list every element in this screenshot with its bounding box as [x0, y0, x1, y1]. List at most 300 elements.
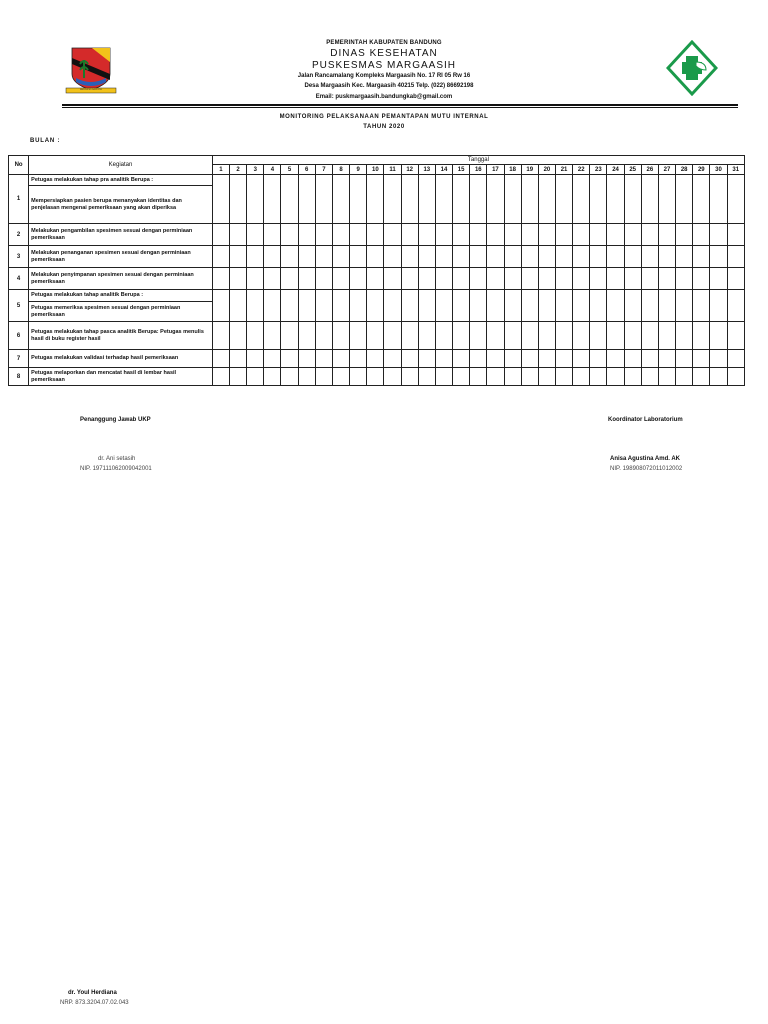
activity-text: Petugas melakukan tahap pra analitik Berupa :	[29, 175, 213, 186]
day-cell[interactable]	[230, 268, 247, 290]
day-cell[interactable]	[350, 368, 367, 386]
activity-text: Mempersiapkan pasien berupa menanyakan identitas dan penjelasan mengenai pemeriksaan yang akan diperiksa	[29, 186, 213, 224]
day-cell[interactable]	[676, 175, 693, 224]
day-cell[interactable]	[607, 290, 624, 322]
day-header: 19	[521, 165, 538, 175]
day-cell[interactable]	[658, 175, 675, 224]
day-cell[interactable]	[590, 350, 607, 368]
day-header: 23	[590, 165, 607, 175]
day-cell[interactable]	[676, 350, 693, 368]
left-signature-nip: NIP. 197111062009042001	[80, 466, 152, 472]
day-cell[interactable]	[624, 290, 641, 322]
activity-text: Petugas melakukan tahap analitik Berupa :	[29, 290, 213, 302]
day-cell[interactable]	[504, 322, 521, 350]
day-cell[interactable]	[212, 246, 229, 268]
day-cell[interactable]	[676, 368, 693, 386]
day-cell[interactable]	[384, 224, 401, 246]
day-cell[interactable]	[298, 246, 315, 268]
day-cell[interactable]	[281, 246, 298, 268]
day-cell[interactable]	[212, 268, 229, 290]
day-cell[interactable]	[401, 224, 418, 246]
day-cell[interactable]	[555, 322, 572, 350]
day-cell[interactable]	[624, 322, 641, 350]
table-row	[9, 246, 745, 268]
day-cell[interactable]	[401, 175, 418, 224]
day-cell[interactable]	[230, 224, 247, 246]
day-cell[interactable]	[281, 322, 298, 350]
day-cell[interactable]	[693, 246, 710, 268]
day-cell[interactable]	[367, 350, 384, 368]
day-cell[interactable]	[641, 175, 658, 224]
day-cell[interactable]	[658, 246, 675, 268]
day-cell[interactable]	[367, 224, 384, 246]
day-cell[interactable]	[401, 268, 418, 290]
day-cell[interactable]	[727, 322, 744, 350]
day-cell[interactable]	[453, 350, 470, 368]
day-cell[interactable]	[521, 290, 538, 322]
day-cell[interactable]	[367, 268, 384, 290]
day-cell[interactable]	[607, 350, 624, 368]
day-cell[interactable]	[487, 175, 504, 224]
day-cell[interactable]	[315, 268, 332, 290]
day-cell[interactable]	[384, 268, 401, 290]
day-cell[interactable]	[607, 224, 624, 246]
day-cell[interactable]	[487, 322, 504, 350]
day-cell[interactable]	[212, 224, 229, 246]
day-cell[interactable]	[435, 290, 452, 322]
day-cell[interactable]	[315, 322, 332, 350]
header-tanggal: Tanggal	[212, 156, 744, 165]
day-cell[interactable]	[470, 246, 487, 268]
day-cell[interactable]	[418, 246, 435, 268]
day-cell[interactable]	[624, 246, 641, 268]
day-header: 2	[230, 165, 247, 175]
day-cell[interactable]	[710, 246, 727, 268]
day-cell[interactable]	[298, 268, 315, 290]
day-cell[interactable]	[641, 224, 658, 246]
day-cell[interactable]	[453, 368, 470, 386]
row-number: 3	[9, 246, 29, 268]
activity-text: Melakukan penanganan spesimen sesuai dengan perminiaan pemeriksaan	[29, 246, 213, 268]
day-cell[interactable]	[487, 268, 504, 290]
day-cell[interactable]	[693, 290, 710, 322]
day-cell[interactable]	[230, 322, 247, 350]
right-signature-role: Koordinator Laboratorium	[608, 417, 683, 423]
day-cell[interactable]	[247, 350, 264, 368]
day-cell[interactable]	[453, 224, 470, 246]
day-cell[interactable]	[538, 224, 555, 246]
day-cell[interactable]	[332, 290, 349, 322]
day-cell[interactable]	[315, 175, 332, 224]
document-title: MONITORING PELAKSANAAN PEMANTAPAN MUTU INTERNAL	[279, 114, 489, 120]
day-cell[interactable]	[710, 368, 727, 386]
row-number: 2	[9, 224, 29, 246]
day-header: 24	[607, 165, 624, 175]
day-cell[interactable]	[693, 224, 710, 246]
day-cell[interactable]	[658, 322, 675, 350]
day-cell[interactable]	[332, 268, 349, 290]
day-cell[interactable]	[418, 175, 435, 224]
day-cell[interactable]	[212, 322, 229, 350]
day-cell[interactable]	[624, 175, 641, 224]
day-cell[interactable]	[212, 290, 229, 322]
day-header: 20	[538, 165, 555, 175]
day-cell[interactable]	[676, 246, 693, 268]
day-cell[interactable]	[453, 322, 470, 350]
day-cell[interactable]	[212, 175, 229, 224]
day-cell[interactable]	[710, 322, 727, 350]
day-cell[interactable]	[350, 322, 367, 350]
day-cell[interactable]	[607, 268, 624, 290]
day-cell[interactable]	[607, 246, 624, 268]
day-header: 18	[504, 165, 521, 175]
day-cell[interactable]	[555, 290, 572, 322]
day-cell[interactable]	[693, 175, 710, 224]
row-number: 6	[9, 322, 29, 350]
day-cell[interactable]	[281, 268, 298, 290]
day-cell[interactable]	[624, 350, 641, 368]
day-cell[interactable]	[332, 350, 349, 368]
day-cell[interactable]	[247, 368, 264, 386]
day-cell[interactable]	[693, 322, 710, 350]
day-cell[interactable]	[710, 350, 727, 368]
day-cell[interactable]	[555, 175, 572, 224]
day-cell[interactable]	[521, 268, 538, 290]
day-header: 11	[384, 165, 401, 175]
day-cell[interactable]	[676, 268, 693, 290]
day-cell[interactable]	[350, 350, 367, 368]
header-rule-thin	[62, 107, 738, 108]
day-cell[interactable]	[247, 268, 264, 290]
day-cell[interactable]	[693, 268, 710, 290]
day-cell[interactable]	[230, 175, 247, 224]
header-kegiatan: Kegiatan	[29, 156, 213, 175]
agency-name: DINAS KESEHATAN	[330, 48, 438, 59]
day-cell[interactable]	[487, 290, 504, 322]
day-cell[interactable]	[418, 224, 435, 246]
day-cell[interactable]	[470, 268, 487, 290]
day-cell[interactable]	[470, 224, 487, 246]
day-header: 1	[212, 165, 229, 175]
day-cell[interactable]	[332, 175, 349, 224]
day-cell[interactable]	[298, 350, 315, 368]
day-cell[interactable]	[573, 322, 590, 350]
day-cell[interactable]	[607, 368, 624, 386]
day-cell[interactable]	[573, 350, 590, 368]
day-cell[interactable]	[555, 268, 572, 290]
day-cell[interactable]	[367, 175, 384, 224]
day-cell[interactable]	[727, 368, 744, 386]
day-header: 7	[315, 165, 332, 175]
day-cell[interactable]	[418, 268, 435, 290]
day-cell[interactable]	[538, 175, 555, 224]
bottom-signature-nrp: NRP. 873.3204.07.02.043	[60, 1000, 129, 1006]
day-cell[interactable]	[590, 175, 607, 224]
day-cell[interactable]	[710, 290, 727, 322]
day-cell[interactable]	[727, 290, 744, 322]
header-no: No	[9, 156, 29, 175]
day-cell[interactable]	[504, 175, 521, 224]
day-cell[interactable]	[573, 268, 590, 290]
day-cell[interactable]	[658, 350, 675, 368]
activity-text: Melakukan penyimpanan spesimen sesuai dengan perminiaan pemeriksaan	[29, 268, 213, 290]
day-cell[interactable]	[367, 246, 384, 268]
day-cell[interactable]	[230, 368, 247, 386]
day-cell[interactable]	[538, 322, 555, 350]
day-cell[interactable]	[332, 224, 349, 246]
day-cell[interactable]	[487, 246, 504, 268]
day-cell[interactable]	[264, 290, 281, 322]
day-cell[interactable]	[315, 246, 332, 268]
day-cell[interactable]	[470, 322, 487, 350]
day-cell[interactable]	[555, 368, 572, 386]
left-signature-role: Penanggung Jawab UKP	[80, 417, 151, 423]
day-cell[interactable]	[727, 175, 744, 224]
day-cell[interactable]	[521, 322, 538, 350]
day-cell[interactable]	[521, 224, 538, 246]
day-cell[interactable]	[401, 246, 418, 268]
day-cell[interactable]	[384, 350, 401, 368]
day-cell[interactable]	[281, 350, 298, 368]
day-cell[interactable]	[247, 322, 264, 350]
day-cell[interactable]	[641, 290, 658, 322]
day-cell[interactable]	[676, 322, 693, 350]
day-header: 12	[401, 165, 418, 175]
day-cell[interactable]	[384, 175, 401, 224]
day-cell[interactable]	[658, 368, 675, 386]
day-header: 22	[573, 165, 590, 175]
day-cell[interactable]	[281, 290, 298, 322]
day-cell[interactable]	[693, 368, 710, 386]
day-cell[interactable]	[607, 322, 624, 350]
day-cell[interactable]	[470, 175, 487, 224]
day-cell[interactable]	[555, 224, 572, 246]
day-cell[interactable]	[487, 224, 504, 246]
day-cell[interactable]	[281, 175, 298, 224]
day-cell[interactable]	[504, 350, 521, 368]
address-line-1: Jalan Rancamalang Kompleks Margaasih No. 17 RI 05 Rw 16	[297, 73, 471, 79]
day-cell[interactable]	[418, 290, 435, 322]
day-cell[interactable]	[624, 368, 641, 386]
day-cell[interactable]	[212, 368, 229, 386]
day-cell[interactable]	[710, 224, 727, 246]
day-cell[interactable]	[435, 224, 452, 246]
day-cell[interactable]	[401, 322, 418, 350]
row-number: 5	[9, 290, 29, 322]
day-cell[interactable]	[641, 268, 658, 290]
day-cell[interactable]	[555, 350, 572, 368]
day-cell[interactable]	[401, 368, 418, 386]
day-cell[interactable]	[590, 322, 607, 350]
day-cell[interactable]	[212, 350, 229, 368]
day-header: 15	[453, 165, 470, 175]
day-cell[interactable]	[350, 246, 367, 268]
row-number: 8	[9, 368, 29, 386]
activity-text: Petugas memeriksa spesimen sesuai dengan perminiaan pemeriksaan	[29, 302, 213, 322]
day-cell[interactable]	[727, 246, 744, 268]
table-row	[9, 268, 745, 290]
day-cell[interactable]	[350, 175, 367, 224]
day-cell[interactable]	[247, 175, 264, 224]
day-cell[interactable]	[521, 175, 538, 224]
day-cell[interactable]	[384, 368, 401, 386]
day-cell[interactable]	[230, 290, 247, 322]
day-cell[interactable]	[435, 246, 452, 268]
day-cell[interactable]	[641, 368, 658, 386]
day-cell[interactable]	[470, 368, 487, 386]
day-cell[interactable]	[367, 290, 384, 322]
day-cell[interactable]	[367, 322, 384, 350]
day-cell[interactable]	[315, 350, 332, 368]
day-cell[interactable]	[418, 368, 435, 386]
day-cell[interactable]	[573, 246, 590, 268]
day-cell[interactable]	[590, 224, 607, 246]
day-cell[interactable]	[298, 322, 315, 350]
day-cell[interactable]	[418, 350, 435, 368]
address-line-2: Desa Margaasih Kec. Margaasih 40215 Telp. (022) 86692198	[304, 83, 474, 89]
activity-text: Petugas melaporkan dan mencatat hasil di lembar hasil pemeriksaan	[29, 368, 213, 386]
day-cell[interactable]	[641, 322, 658, 350]
day-cell[interactable]	[230, 350, 247, 368]
day-cell[interactable]	[555, 246, 572, 268]
day-cell[interactable]	[590, 368, 607, 386]
government-name: PEMERINTAH KABUPATEN BANDUNG	[326, 40, 442, 46]
table-row	[9, 224, 745, 246]
day-cell[interactable]	[607, 175, 624, 224]
day-cell[interactable]	[298, 224, 315, 246]
day-cell[interactable]	[453, 268, 470, 290]
day-cell[interactable]	[384, 290, 401, 322]
day-cell[interactable]	[298, 368, 315, 386]
day-cell[interactable]	[230, 246, 247, 268]
day-cell[interactable]	[453, 246, 470, 268]
day-cell[interactable]	[676, 290, 693, 322]
day-cell[interactable]	[504, 290, 521, 322]
day-cell[interactable]	[401, 290, 418, 322]
day-cell[interactable]	[624, 268, 641, 290]
day-cell[interactable]	[367, 368, 384, 386]
day-cell[interactable]	[247, 246, 264, 268]
day-cell[interactable]	[727, 268, 744, 290]
day-cell[interactable]	[504, 368, 521, 386]
day-cell[interactable]	[658, 224, 675, 246]
day-cell[interactable]	[264, 368, 281, 386]
day-cell[interactable]	[298, 175, 315, 224]
day-cell[interactable]	[727, 224, 744, 246]
day-cell[interactable]	[264, 350, 281, 368]
table-row	[9, 350, 745, 368]
row-number: 4	[9, 268, 29, 290]
day-cell[interactable]	[521, 246, 538, 268]
day-cell[interactable]	[521, 368, 538, 386]
day-cell[interactable]	[624, 224, 641, 246]
day-cell[interactable]	[350, 268, 367, 290]
day-cell[interactable]	[264, 175, 281, 224]
day-cell[interactable]	[264, 268, 281, 290]
day-cell[interactable]	[264, 224, 281, 246]
day-cell[interactable]	[350, 290, 367, 322]
day-cell[interactable]	[504, 224, 521, 246]
day-header: 10	[367, 165, 384, 175]
day-cell[interactable]	[538, 268, 555, 290]
day-cell[interactable]	[453, 175, 470, 224]
day-cell[interactable]	[298, 290, 315, 322]
day-cell[interactable]	[384, 322, 401, 350]
day-cell[interactable]	[693, 350, 710, 368]
day-cell[interactable]	[538, 368, 555, 386]
day-cell[interactable]	[435, 368, 452, 386]
day-cell[interactable]	[538, 246, 555, 268]
day-cell[interactable]	[538, 290, 555, 322]
day-cell[interactable]	[727, 350, 744, 368]
day-cell[interactable]	[435, 175, 452, 224]
day-cell[interactable]	[590, 246, 607, 268]
day-cell[interactable]	[315, 224, 332, 246]
day-cell[interactable]	[590, 268, 607, 290]
day-cell[interactable]	[710, 268, 727, 290]
day-cell[interactable]	[435, 350, 452, 368]
day-cell[interactable]	[281, 224, 298, 246]
day-cell[interactable]	[281, 368, 298, 386]
day-cell[interactable]	[676, 224, 693, 246]
row-number: 7	[9, 350, 29, 368]
day-cell[interactable]	[332, 368, 349, 386]
day-cell[interactable]	[401, 350, 418, 368]
day-cell[interactable]	[538, 350, 555, 368]
day-cell[interactable]	[641, 246, 658, 268]
day-cell[interactable]	[470, 290, 487, 322]
day-cell[interactable]	[315, 368, 332, 386]
day-cell[interactable]	[658, 290, 675, 322]
day-cell[interactable]	[470, 350, 487, 368]
day-cell[interactable]	[350, 224, 367, 246]
day-header: 17	[487, 165, 504, 175]
day-cell[interactable]	[264, 322, 281, 350]
day-cell[interactable]	[573, 175, 590, 224]
day-cell[interactable]	[418, 322, 435, 350]
day-header: 28	[676, 165, 693, 175]
day-cell[interactable]	[435, 268, 452, 290]
email-line: Email: puskmargaasih.bandungkab@gmail.com	[315, 94, 453, 100]
day-cell[interactable]	[332, 246, 349, 268]
day-cell[interactable]	[332, 322, 349, 350]
day-cell[interactable]	[521, 350, 538, 368]
day-cell[interactable]	[384, 246, 401, 268]
bottom-signature-name: dr. Youl Herdiana	[68, 990, 117, 996]
day-cell[interactable]	[641, 350, 658, 368]
day-cell[interactable]	[710, 175, 727, 224]
day-header: 4	[264, 165, 281, 175]
day-cell[interactable]	[504, 246, 521, 268]
day-cell[interactable]	[658, 268, 675, 290]
day-cell[interactable]	[504, 268, 521, 290]
day-cell[interactable]	[264, 246, 281, 268]
day-cell[interactable]	[573, 368, 590, 386]
logo-caption: KABUPATEN BANDUNG	[79, 88, 103, 91]
day-cell[interactable]	[435, 322, 452, 350]
monitoring-table	[8, 155, 745, 386]
day-cell[interactable]	[315, 290, 332, 322]
day-cell[interactable]	[453, 290, 470, 322]
day-cell[interactable]	[590, 290, 607, 322]
day-cell[interactable]	[487, 368, 504, 386]
day-cell[interactable]	[573, 224, 590, 246]
day-cell[interactable]	[487, 350, 504, 368]
day-cell[interactable]	[247, 290, 264, 322]
day-cell[interactable]	[573, 290, 590, 322]
day-cell[interactable]	[247, 224, 264, 246]
table-row	[9, 322, 745, 350]
